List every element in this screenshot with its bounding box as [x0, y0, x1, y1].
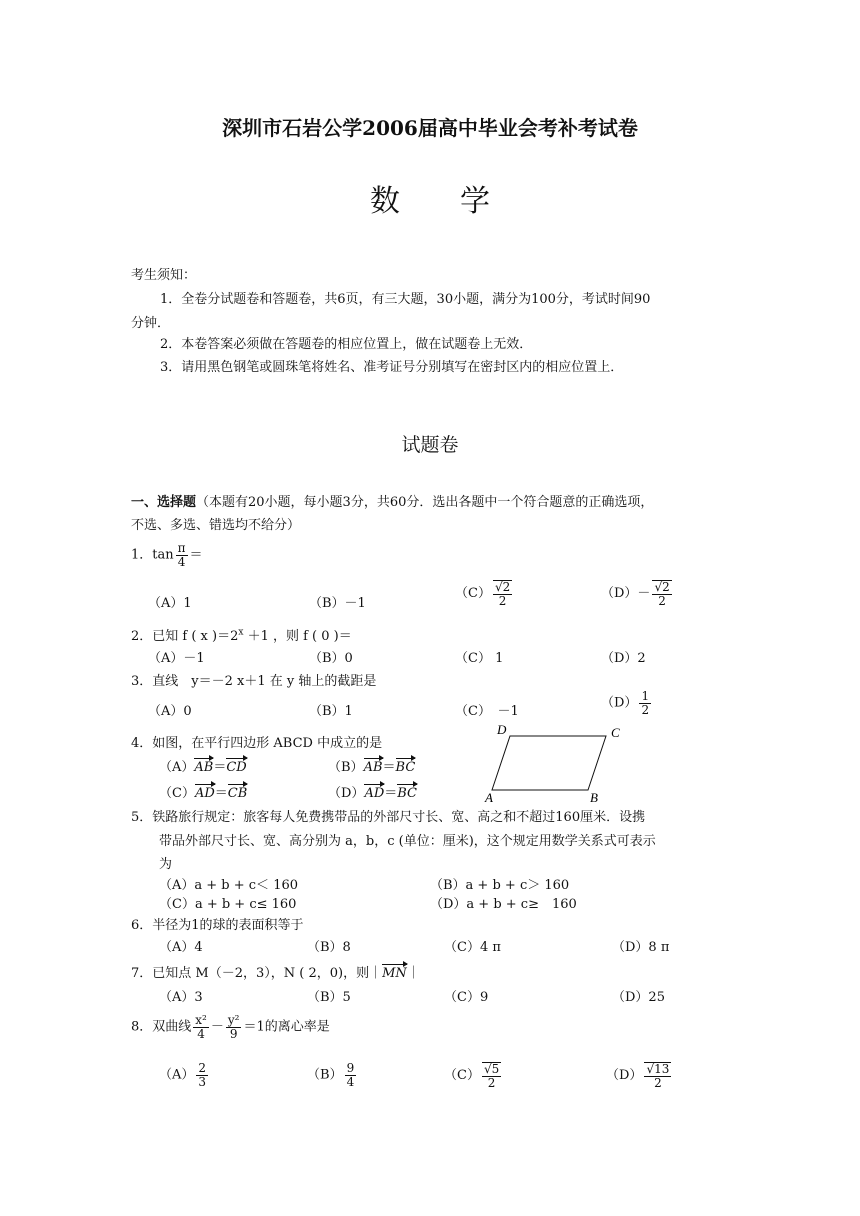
q8-d-label: （D）	[606, 1068, 643, 1084]
q2-text: 2．已知 f ( x )＝2	[131, 629, 239, 644]
q3-option-d	[601, 690, 653, 716]
q1-stem	[131, 542, 203, 568]
q8-c-den: 2	[487, 1075, 496, 1090]
subject-title: 数学	[370, 184, 550, 219]
q1-d-den: 2	[658, 593, 666, 608]
q2-stem	[131, 625, 352, 644]
vertex-b-label: B	[590, 790, 598, 805]
q6-option-c: （C）4 π	[444, 940, 501, 955]
q6-stem: 6．半径为1的球的表面积等于	[131, 918, 304, 933]
notice-item-3: 3．请用黑色钢笔或圆珠笔将姓名、准考证号分别填写在密封区内的相应位置上．	[160, 360, 624, 375]
q5-option-a: （A）a + b + c＜ 160	[159, 878, 299, 893]
q1-option-a: （A）1	[148, 596, 192, 611]
q8-option-b	[307, 1062, 358, 1088]
q4-d-eq: ＝	[384, 786, 398, 801]
q2-option-c: （C） 1	[455, 651, 504, 666]
q4-b-eq: ＝	[382, 760, 396, 775]
q8-a-num: 2	[198, 1061, 207, 1075]
q3-stem: 3．直线 y＝－2 x＋1 在 y 轴上的截距是	[131, 674, 377, 689]
q8-option-c	[444, 1062, 503, 1089]
q8-den-2: 9	[229, 1026, 238, 1041]
vertex-c-label: C	[611, 725, 620, 740]
q1-c-label: （C）	[455, 586, 491, 602]
q8-den-1: 4	[197, 1026, 205, 1041]
q4-a-label: （A）	[159, 760, 195, 775]
q7-vec: MN	[382, 963, 407, 981]
q8-num-1: x²	[195, 1013, 207, 1027]
q5-option-d: （D）a + b + c≥ 160	[430, 897, 577, 912]
q4-stem: 4．如图，在平行四边形 ABCD 中成立的是	[131, 736, 383, 751]
q6-option-b: （B）8	[307, 940, 351, 955]
q8-label: 8．双曲线	[131, 1019, 192, 1035]
q1-c-fraction	[493, 580, 512, 607]
q8-c-fraction	[482, 1062, 501, 1089]
q4-b-vec1: AB	[364, 757, 383, 775]
q3-d-label: （D）	[601, 695, 638, 711]
q4-d-vec2: BC	[397, 783, 417, 801]
parallelogram-figure	[478, 718, 638, 808]
q3-option-c: （C） －1	[455, 704, 519, 719]
notice-item-1: 1．全卷分试题卷和答题卷，共6页，有三大题，30小题，满分为100分，考试时间90	[160, 292, 651, 307]
q8-option-a	[159, 1062, 210, 1088]
q5-stem-line2: 带品外部尺寸长、宽、高分别为 a，b，c (单位：厘米)，这个规定用数学关系式可表示	[159, 834, 656, 849]
q8-a-fraction	[196, 1062, 208, 1088]
q8-tail: ＝1的离心率是	[243, 1019, 330, 1035]
q4-option-a	[159, 756, 247, 775]
q2-option-b: （B）0	[309, 651, 353, 666]
q1-option-c	[455, 580, 514, 607]
q8-b-fraction	[345, 1062, 357, 1088]
q1-option-d	[601, 580, 674, 607]
q4-c-vec1: AD	[195, 783, 215, 801]
q3-option-b: （B）1	[309, 704, 353, 719]
q4-c-label: （C）	[159, 786, 195, 801]
q4-c-eq: ＝	[214, 786, 228, 801]
q5-option-b: （B）a + b + c＞ 160	[430, 878, 570, 893]
q4-a-vec1: AB	[194, 757, 213, 775]
q4-a-eq: ＝	[213, 760, 227, 775]
q1-option-b: （B）－1	[309, 596, 366, 611]
q2-option-d: （D）2	[601, 651, 646, 666]
q5-stem-line1: 5．铁路旅行规定：旅客每人免费携带品的外部尺寸长、宽、高之和不超过160厘米．设携	[131, 810, 646, 825]
q1-c-den: 2	[498, 593, 507, 608]
q8-a-label: （A）	[159, 1067, 195, 1083]
notice-item-1-cont: 分钟．	[131, 316, 171, 331]
q7-option-c: （C）9	[444, 990, 489, 1005]
q2-sup: x	[238, 627, 244, 638]
q7-option-b: （B）5	[307, 990, 351, 1005]
q8-b-num: 9	[346, 1061, 355, 1075]
q3-option-a: （A）0	[148, 704, 192, 719]
q3-d-den: 2	[641, 702, 650, 717]
q2-option-a: （A）－1	[148, 651, 205, 666]
q3-d-num: 1	[641, 689, 650, 703]
q8-d-den: 2	[654, 1075, 662, 1090]
q8-d-fraction	[644, 1062, 671, 1089]
q4-b-vec2: BC	[396, 757, 416, 775]
vertex-a-label: A	[485, 790, 493, 805]
q7-tail: ｜	[406, 966, 420, 981]
q6-option-a: （A）4	[159, 940, 203, 955]
q4-option-c	[159, 782, 247, 801]
q7-option-d: （D）25	[612, 990, 665, 1005]
q4-b-label: （B）	[328, 760, 364, 775]
q8-c-num: √5	[483, 1062, 500, 1076]
q8-minus: －	[210, 1019, 224, 1035]
part1-heading: 一、选择题	[131, 495, 197, 510]
q1-d-fraction	[652, 580, 671, 607]
q8-b-den: 4	[346, 1074, 355, 1089]
q8-option-d	[606, 1062, 673, 1089]
q8-stem	[131, 1014, 330, 1040]
q8-fraction-2	[226, 1014, 242, 1040]
q1-fraction	[176, 542, 188, 568]
q8-fraction-1	[193, 1014, 209, 1040]
part1-desc: （本题有20小题，每小题3分，共60分．选出各题中一个符合题意的正确选项，	[196, 495, 654, 510]
q8-c-label: （C）	[444, 1068, 480, 1084]
q3-d-fraction	[639, 690, 651, 716]
q8-d-num: √13	[646, 1062, 670, 1076]
q1-d-num: √2	[654, 580, 670, 594]
q8-b-label: （B）	[307, 1067, 343, 1083]
q1-tail: ＝	[189, 547, 203, 563]
part1-heading-line	[131, 491, 653, 510]
q1-d-label: （D）－	[601, 586, 651, 602]
part1-desc-cont: 不选、多选、错选均不给分）	[131, 518, 301, 533]
notice-item-2: 2．本卷答案必须做在答题卷的相应位置上，做在试题卷上无效．	[160, 337, 533, 352]
q4-a-vec2: CD	[226, 757, 246, 775]
q4-d-label: （D）	[328, 786, 365, 801]
q1-c-num: √2	[494, 580, 511, 594]
q7-stem	[131, 962, 420, 981]
q2-tail: ＋1 ，则 f ( 0 )＝	[243, 629, 352, 644]
q4-c-vec2: CB	[228, 783, 248, 801]
section-title: 试题卷	[401, 434, 459, 456]
q6-option-d: （D）8 π	[612, 940, 670, 955]
q8-a-den: 3	[198, 1074, 207, 1089]
q5-stem-line3: 为	[159, 857, 173, 872]
q1-label: 1．tan	[131, 547, 174, 563]
q5-option-c: （C）a + b + c≤ 160	[159, 897, 297, 912]
vertex-d-label: D	[497, 722, 507, 737]
notice-heading: 考生须知：	[131, 268, 197, 283]
q8-num-2: y²	[227, 1013, 240, 1027]
q1-den: 4	[177, 554, 186, 569]
q7-text: 7．已知点 M（－2，3），N ( 2，0)，则｜	[131, 966, 383, 981]
exam-title: 深圳市石岩公学2006届高中毕业会考补考试卷	[222, 116, 638, 140]
q7-option-a: （A）3	[159, 990, 203, 1005]
q1-num: π	[177, 541, 186, 555]
q4-d-vec1: AD	[364, 783, 384, 801]
q4-option-d	[328, 782, 417, 801]
q4-option-b	[328, 756, 415, 775]
parallelogram-shape	[492, 736, 606, 790]
